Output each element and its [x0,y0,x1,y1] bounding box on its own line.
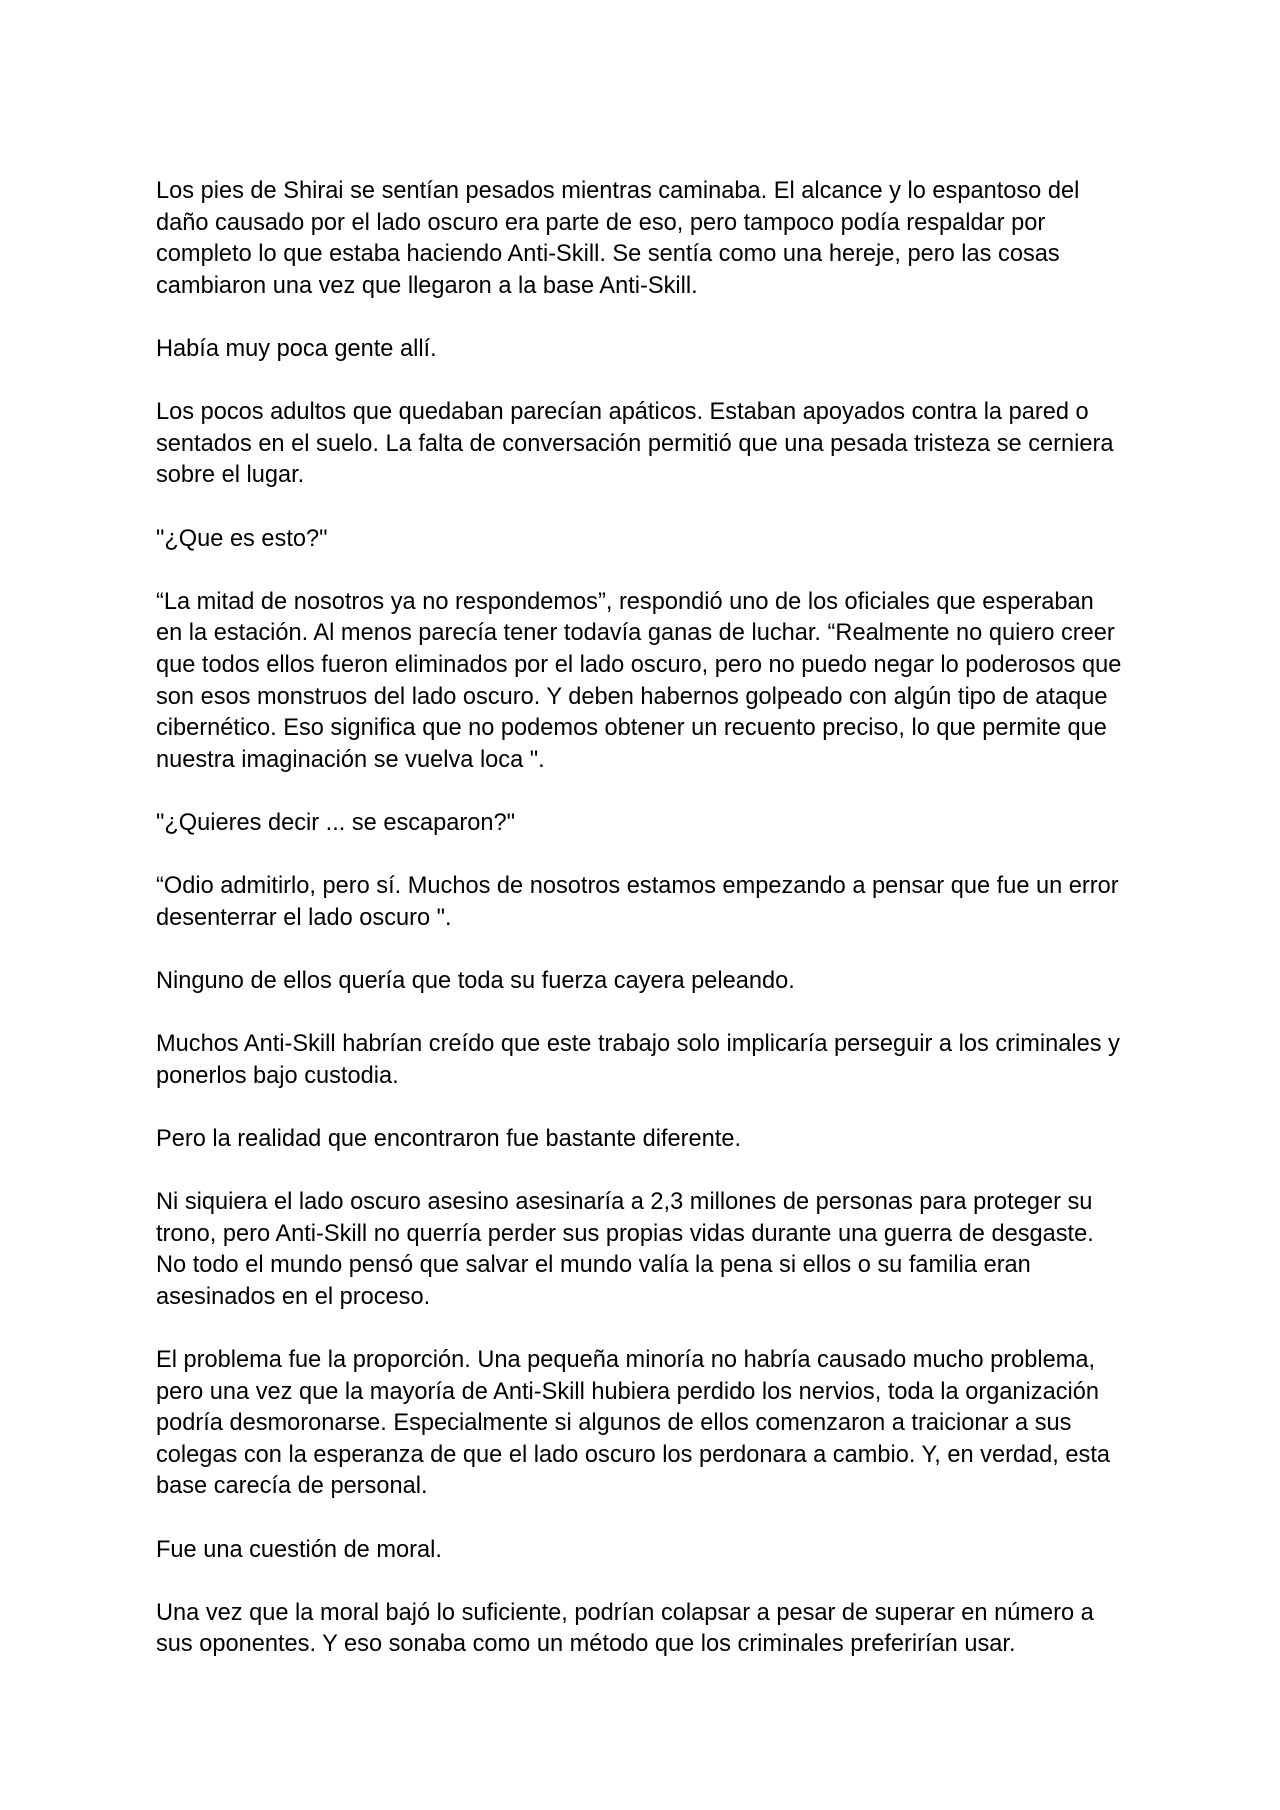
paragraph: Ni siquiera el lado oscuro asesino asesinaría a 2,3 millones de personas para proteger su trono, pero Anti-Skill no querría perder sus propias vidas durante una guerra de desgaste. No todo el mundo pensó que salvar el mundo valía la pena si ellos o su familia eran asesinados en el proceso. [156,1189,1094,1310]
paragraph: Pero la realidad que encontraron fue bastante diferente. [156,1125,742,1152]
paragraph: Ninguno de ellos quería que toda su fuerza cayera peleando. [156,967,795,994]
paragraph: "¿Quieres decir ... se escaparon?" [156,809,516,836]
paragraph: Muchos Anti-Skill habrían creído que este trabajo solo implicaría perseguir a los criminales y ponerlos bajo custodia. [156,1031,1120,1089]
paragraph: Fue una cuestión de moral. [156,1536,442,1563]
paragraph: “La mitad de nosotros ya no respondemos”, respondió uno de los oficiales que esperaban en la estación. Al menos parecía tener todavía ganas de luchar. “Realmente no quiero creer que todos ellos fueron eliminados por el lado oscuro, pero no puedo negar lo poderosos que son esos monstruos del lado oscuro. Y deben habernos golpeado con algún tipo de ataque cibernético. Eso significa que no podemos obtener un recuento preciso, lo que permite que nuestra imaginación se vuelva loca ". [156,588,1122,773]
paragraph: Los pies de Shirai se sentían pesados mientras caminaba. El alcance y lo espantoso del daño causado por el lado oscuro era parte de eso, pero tampoco podía respaldar por completo lo que estaba haciendo Anti-Skill. Se sentía como una hereje, pero las cosas cambiaron una vez que llegaron a la base Anti-Skill. [156,178,1080,299]
paragraph: El problema fue la proporción. Una pequeña minoría no habría causado mucho problema, pero una vez que la mayoría de Anti-Skill hubiera perdido los nervios, toda la organización podría desmoronarse. Especialmente si algunos de ellos comenzaron a traicionar a sus colegas con la esperanza de que el lado oscuro los perdonara a cambio. Y, en verdad, esta base carecía de personal. [156,1346,1111,1500]
paragraph: Había muy poca gente allí. [156,335,437,362]
paragraph: “Odio admitirlo, pero sí. Muchos de nosotros estamos empezando a pensar que fue un error desenterrar el lado oscuro ". [156,873,1119,931]
paragraph: Una vez que la moral bajó lo suficiente, podrían colapsar a pesar de superar en número a sus oponentes. Y eso sonaba como un método que los criminales preferirían usar. [156,1599,1094,1658]
paragraph: "¿Que es esto?" [156,525,328,552]
paragraph: Los pocos adultos que quedaban parecían apáticos. Estaban apoyados contra la pared o sentados en el suelo. La falta de conversación permitió que una pesada tristeza se cerniera sobre el lugar. [156,399,1114,489]
